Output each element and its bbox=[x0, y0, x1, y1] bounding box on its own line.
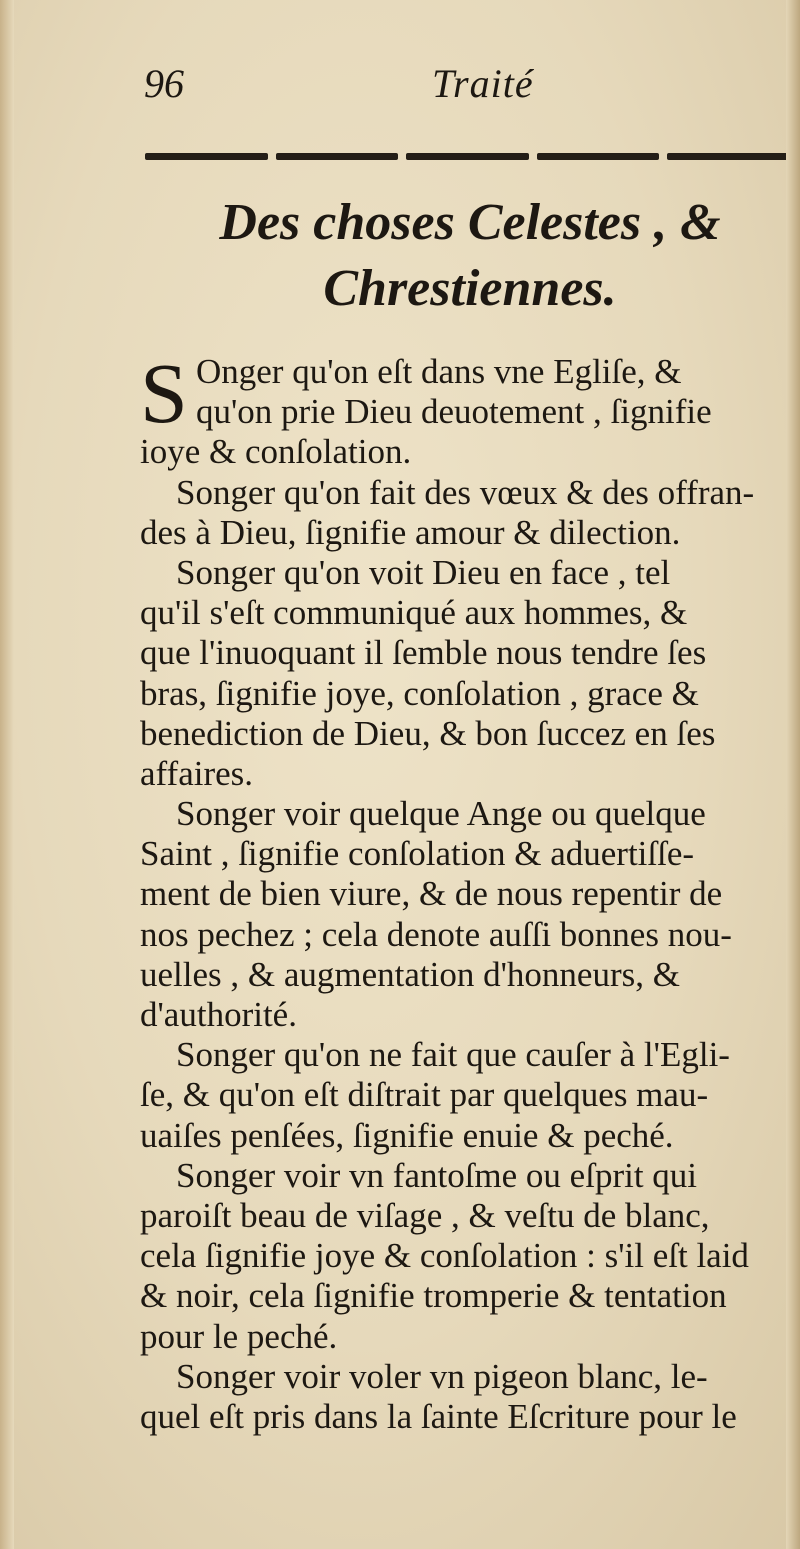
text-line: Songer voir quelque Ange ou quelque bbox=[176, 794, 706, 834]
text-line: quel eſt pris dans la ſainte Eſcriture pour le bbox=[140, 1396, 737, 1436]
text-line: qu'on prie Dieu deuotement , ſignifie bbox=[196, 392, 712, 432]
drop-cap: S bbox=[140, 345, 188, 441]
text-line: Songer qu'on ne fait que cauſer à l'Egli- bbox=[176, 1035, 730, 1075]
chapter-title-line-2: Chrestiennes. bbox=[323, 260, 617, 317]
text-line: qu'il s'eſt communiqué aux hommes, & bbox=[140, 593, 688, 633]
text-line: d'authorité. bbox=[140, 995, 297, 1034]
text-line: Songer qu'on fait des vœux & des offran- bbox=[176, 472, 755, 512]
chapter-title-line-1: Des choses Celestes , & bbox=[219, 194, 721, 251]
text-line: ſe, & qu'on eſt diſtrait par quelques mau- bbox=[140, 1075, 709, 1115]
text-line: Songer voir vn fantoſme ou eſprit qui bbox=[176, 1155, 698, 1195]
text-line: Onger qu'on eſt dans vne Egliſe, & bbox=[196, 352, 682, 391]
page-number: 96 bbox=[144, 61, 184, 106]
text-line: Saint , ſignifie conſolation & aduertiſſe- bbox=[140, 834, 695, 874]
text-line: uelles , & augmentation d'honneurs, & bbox=[140, 954, 680, 994]
text-line: bras, ſignifie joye, conſolation , grace & bbox=[140, 673, 699, 713]
ornamental-rule bbox=[145, 150, 790, 164]
text-line: uaiſes penſées, ſignifie enuie & peché. bbox=[140, 1115, 674, 1155]
text-line: Songer qu'on voit Dieu en face , tel bbox=[176, 552, 671, 592]
text-line: des à Dieu, ſignifie amour & dilection. bbox=[140, 512, 681, 552]
body-text bbox=[140, 345, 800, 1437]
text-line: affaires. bbox=[140, 753, 254, 793]
text-line: paroiſt beau de viſage , & veſtu de blanc, bbox=[140, 1195, 710, 1235]
chapter-title bbox=[140, 190, 800, 322]
text-line: cela ſignifie joye & conſolation : s'il eſt laid bbox=[140, 1236, 749, 1276]
running-head: Traité bbox=[432, 61, 534, 106]
text-line: nos pechez ; cela denote auſſi bonnes nou- bbox=[140, 914, 732, 954]
text-line: que l'inuoquant il ſemble nous tendre ſes bbox=[140, 633, 707, 673]
text-line: ment de bien viure, & de nous repentir de bbox=[140, 874, 723, 914]
text-line: & noir, cela ſignifie tromperie & tentation bbox=[140, 1276, 727, 1316]
text-line: ioye & conſolation. bbox=[140, 432, 412, 472]
text-line: pour le peché. bbox=[140, 1316, 338, 1356]
text-line: benediction de Dieu, & bon ſuccez en ſes bbox=[140, 713, 716, 753]
page-header bbox=[140, 60, 740, 120]
text-line: Songer voir voler vn pigeon blanc, le- bbox=[176, 1356, 708, 1396]
